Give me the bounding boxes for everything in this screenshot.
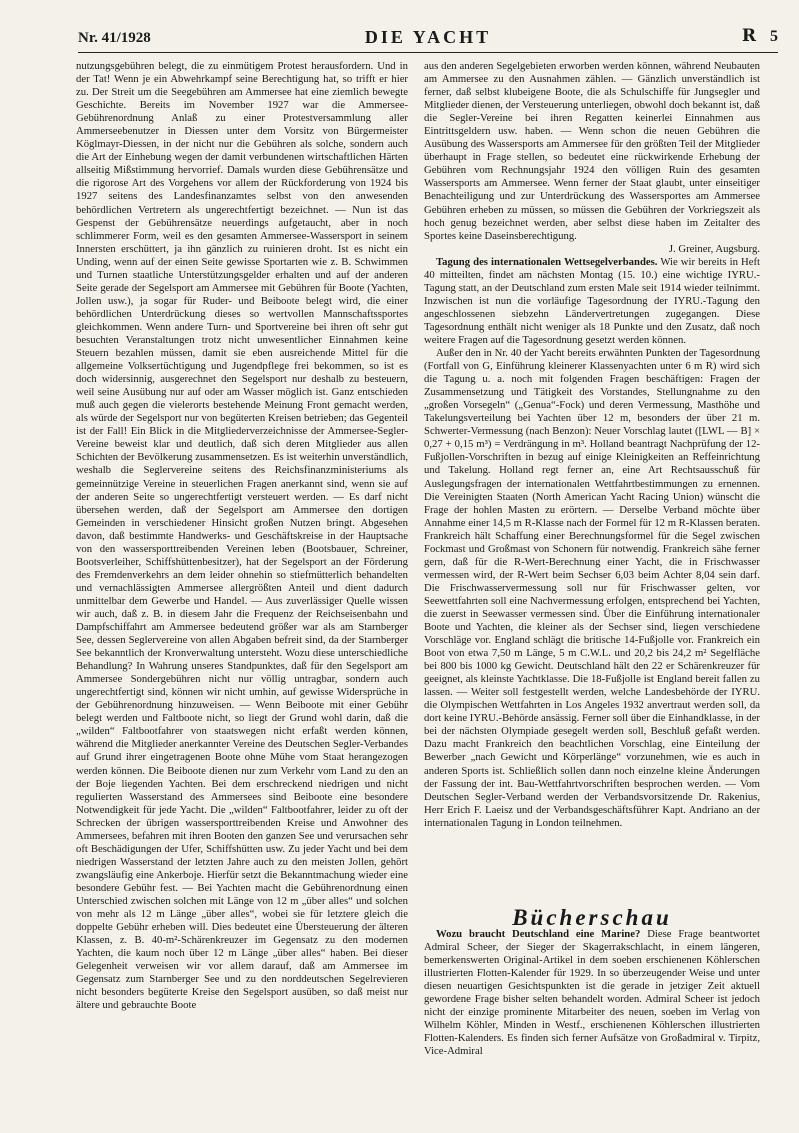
book-review-lead: Wozu braucht Deutschland eine Marine?: [436, 928, 641, 941]
right-column-articles: [424, 60, 760, 901]
agenda-paragraph: Außer den in Nr. 40 der Yacht bereits erwähnten Punkten der Tagesordnung (Fortfall von G, Einführung kleinerer Klassenyachten unter 6 m R) wird sich die Tagung u. a. noch mit folgenden Fragen beschäftigen: Fragen der Zusammensetzung und Tätigkeit des Vorstandes, Stellungnahme zu den „großen Vorsegeln“ („Genua“-Fock) und deren Vermessung, Masthöhe und Takelungsverteilung bei Yachten über 12 m, besonders der über 21 m. Schwerter-Vermessung (nach Benzon): Neuer Vorschlag lautet ([LWL — B] × 0,27 + 0,15 m³) = Verdrängung in m³. Holland beantragt Nachprüfung der 12-Fußjollen-Vorschriften in bezug auf einige Kleinigkeiten an Reffeinrichtung und Takelung. Holland regt ferner an, eine Art Rechtsausschuß für Auslegungsfragen der internationalen Wettfahrtbestimmungen zu ernennen. Die Vereinigten Staaten (North American Yacht Racing Union) wünscht die Frage der hohlen Masten zu erörtern. — Derselbe Verband möchte über Annahme einer 14,5 m R-Klasse nach der Formel für 12 m R-Klassen beraten. Frankreich hält Schaffung einer Berechnungsformel für die Segel zwischen Fockmast und Großmast von Schonern für notwendig. Frankreich sähe ferner gern, daß für die R-Wert-Berechnung einer Yacht, die in Frischwasser vermessen wird, der R-Wert beim Sechser 6,03 beim Achter 8,04 sein darf. Die Frischwasservermessung soll nur für Frischwasser gelten, vor Seewettfahrten soll eine Nachvermessung erfolgen, entsprechend bei Yachten, die zuerst in Seewasser vermessen sind. Über die Einführung internationaler Boote und Yachten, die kleiner als der Sechser sind, liegen verschiedene Vorschläge vor. England schlägt die britische 14-Fußjolle vor. Frankreich ein Boot von etwa 7,50 m Länge, 5 m C.W.L. und 20,2 bis 24,2 m² Segelfläche bei 800 bis 1000 kg Gewicht. Deutschland hält den 22 er Schärenkreuzer für geeignet, als kleinste Yachtklasse. Die 18-Fußjolle ist England bereit fallen zu lassen. — Weiter soll festgestellt werden, welche Landesbehörde der IYRU. die Olympischen Wettfahrten in Los Angeles 1932 anvertraut werden soll, da dort keine IYRU.-Behörde ansässig. Ferner soll über die Einhandklasse, in der bei der nächsten Olympiade gesegelt werden soll, Beschluß gefaßt werden. Dazu macht Frankreich den beachtlichen Vorschlag, eine Einteilung der Bewerber „nach Gewicht und Körperlänge“ vorzunehmen, wie es auch in anderen Sports ist. Schließlich sollen dann noch einzelne kleine Änderungen der Fassung der int. Bau-Wettfahrtvorschriften besprochen werden. — Vom Deutschen Segler-Verband werden der Verbandsvorsitzende Dr. Rakenius, Herr Erich F. Laeisz und der Verbandsgeschäftsführer Kapt. Andriano an der internationalen Tagung in London teilnehmen.: [424, 347, 760, 829]
publisher-mark: R: [741, 26, 756, 46]
issue-number: Nr. 41/1928: [78, 30, 151, 46]
regatta-text: Wie wir bereits in Heft 40 mitteilten, findet am nächsten Montag (15. 10.) eine wichtige IYRU.-Tagung statt, an der Deutschland zum ersten Male seit 1914 wieder teilnimmt. Inzwischen ist nun die vorläufige Tagesordnung der IYRU.-Tagung den angeschlossenen siebzehn Ländervertretungen zugegangen. Diese Tagesordnung enthält nicht weniger als 18 Punkte und den Zusatz, daß noch weitere Fragen auf die Tagesordnung gesetzt werden können.: [424, 255, 760, 346]
right-column: [424, 60, 760, 1090]
left-column: [76, 60, 408, 1090]
regatta-paragraph: [424, 256, 760, 347]
book-review-heading: Bücherschau: [512, 905, 672, 930]
article-text: nutzungsgebühren belegt, die zu einmütigem Protest herausfordern. Und in der Tat! Wenn je ein Abwehrkampf seine Berechtigung hat, so trifft er hier zu. Der Streit um die Seegebühren am Ammersee hat eine ziemlich bewegte Geschichte. Bereits im November 1927 war die Ammersee-Gebührenordnung Anlaß zu einer Protestversammlung aller Ammerseebenutzer in Diessen unter dem Vorsitz von Bürgermeister Köglmayr-Diessen, in der nicht nur die Gebühren als solche, sondern auch die Art der Einhebung wegen der damit verbundenen wirtschaftlichen Härten allseitig Mißstimmung hervorrief. Damals wurden diese Gebührensätze und die rigorose Art des Vorgehens vor allem der Rückforderung von 1924 bis 1927 seitens des Landesfinanzamtes selbst von den anwesenden behördlichen Vertretern als ungerechtfertigt bezeichnet. — Nun ist das Gespenst der Gebührensätze neuerdings aufgetaucht, aber in noch schlimmerer Form, weil es den gesamten Ammersee-Wassersport in seinem Innersten erschüttert, ja ihn gänzlich zu ruinieren droht. Ist es nicht ein Unding, wenn auf der einen Seite gewisse Sportarten wie z. B. Schwimmen und Turnen staatliche Unterstützungsgelder erhalten und auf der anderen Seite gerade der Segelsport am Ammersee mit Gebühren für Boote (Yachten, Jollen usw.), ja sogar für Ruder- und Beiboote belegt wird, die einer behördlichen Unterdrückung dieses so wertvollen Mannschaftssportes gleichkommen. Wenn andere Turn- und Sportvereine bei ihren oft sehr gut besuchten Veranstaltungen trotz nicht unwesentlicher Einnahmen keine Steuern bezahlen müssen, damit sie eben ausreichende Mittel für die allgemeine Volksertüchtigung und Jugendpflege frei bekommen, so ist es doch widersinnig, ausgerechnet den Segelsport nur deshalb zu besteuern, weil seine Ausübung nur auf oder am Wasser möglich ist. Ganz entschieden muß auch gegen die vielerorts bestehende Meinung Front gemacht werden, als würde der Segelsport nur von begüterten Kreisen betrieben; das Gegenteil ist der Fall! Ein Blick in die Mitgliederverzeichnisse der Ammersee-Segler-Vereine beweist klar und deutlich, daß sich deren Mitglieder aus allen Schichten der Bevölkerung zusammensetzen. Es ist weiterhin unverständlich, weshalb die Seglervereine seitens des Reichsfinanzministeriums als gemeinnützige Vereine in steuerlichen Fragen anerkannt sind, wenn sie auf der anderen Seite so ungerechtfertigt versteuert werden. — Es darf nicht übersehen werden, daß der Segelsport am Ammersee den dortigen Gemeinden in verschiedener Hinsicht großen Nutzen bringt. Abgesehen davon, daß bestimmte Handwerks- und Geschäftskreise in der Hauptsache von den wassersporttreibenden Vereinen leben (Bootsbauer, Schreiner, Bootsverleiher, Schiffshüttenbesitzer), hat der Segelsport an der Förderung des Fremdenverkehrs an dem leider ohnehin so stiefmütterlich behandelten und vernachlässigten Ammersee allergrößten Anteil und dient dadurch unmittelbar dem Gewerbe und Handel. — Aus zuverlässiger Quelle wissen wir auch, daß z. B. in diesem Jahr die Frequenz der Reichseisenbahn und Dampfschiffahrt am Ammersee bedeutend größer war als am Starnberger See, dessen Seglervereine von allen Abgaben befreit sind, da der Starnberger See bekanntlich der Kronverwaltung untersteht. Wozu diese unterschiedliche Behandlung? In Wahrung unseres Standpunktes, daß für den Segelsport am Ammersee Sondergebühren nicht nur völlig untragbar, sondern auch ungerechtfertigt sind, können wir nicht umhin, auf gewisse Widersprüche in der Gebührenordnung hinzuweisen. — Wenn Beiboote mit einer Gebühr belegt werden und Faltboote nicht, so liegt der Grund wohl darin, daß die „wilden“ Faltbootfahrer von staatswegen nicht erfaßt werden können, während die Mitglieder anerkannter Vereine des Deutschen Segler-Verbandes auf Grund ihrer eingetragenen Boote ohne Mühe vom Staat herangezogen werden können. Die Beiboote dienen nur zum Verkehr vom Land zu den an der Boje liegenden Yachten. Bei dem erschreckend niedrigen und nicht regulierten Wasserstand des Ammersees sind Beiboote eine besondere Notwendigkeit für jede Yacht. Die „wilden“ Faltbootfahrer, leider zu oft der Schrecken der übrigen wassersporttreibenden Kreise und Anwohner des Ammersees, befahren mit ihren Booten den ganzen See und verursachen sehr oft Beschädigungen der Ufer, Schiffshütten usw. Zu jeder Yacht und bei dem niedrigen Wasserstand der letzten Jahre auch zu den meisten Jollen, gehört zwangsläufig eine Ankerboje. Hierfür setzt die Bekanntmachung wieder eine besondere Gebühr fest. — Bei Yachten macht die Gebührenordnung einen Unterschied zwischen solchen mit Länge von 12 m „über alles“ und solchen von mehr als 12 m Länge „über alles“, wobei sie für letztere gleich die doppelte Gebühr erheben will. Dies bedeutet eine Übersteuerung der älteren Klassen, z. B. 40-m²-Schärenkreuzer im Gegensatz zu den modernen Yachten, die kaum noch über 12 m Länge „über alles“ haben. Bei dieser Gelegenheit verweisen wir vor allem darauf, daß am Ammersee im Gegensatz zum Starnberger See und zu den norddeutschen Segelrevieren nicht besonders begüterte Kreise den Segelsport ausüben, so daß meist nur ältere und gebrauchte Boote: [76, 60, 408, 1012]
book-review-paragraph: [424, 928, 760, 1058]
regatta-heading: Tagung des internationalen Wettsegelverbandes.: [436, 255, 658, 268]
book-review-section: [424, 905, 760, 1059]
article-signature: J. Greiner, Augsburg.: [668, 242, 760, 255]
page-header: [78, 26, 778, 53]
page-number: 5: [770, 28, 778, 45]
book-review-text: Diese Frage beantwortet Admiral Scheer, der Sieger der Skagerrakschlacht, in einem längeren, bemerkenswerten Original-Artikel in dem soeben erschienenen Köhlerschen illustrierten Flotten-Kalender für 1929. In so überzeugender Weise und unter diesen neuartigen Gesichtspunkten ist die gerade in jetziger Zeit aktuell gewordene Frage bisher selten behandelt worden. Admiral Scheer ist jedoch nicht der einzige prominente Mitarbeiter des neuen, soeben im Verlag von Wilhelm Köhler, Minden in Westf., erschienenen Köhlerschen illustrierten Flotten-Kalenders. Es finden sich ferner Aufsätze von Großadmiral v. Tirpitz, Vice-Admiral: [424, 928, 760, 1058]
magazine-title: DIE YACHT: [364, 27, 492, 47]
article-continuation: aus den anderen Segelgebieten erworben werden können, während Neubauten am Ammersee zu den Ausnahmen zählen. — Gänzlich unverständlich ist ferner, daß selbst klubeigene Boote, die als Schulschiffe für Jungsegler und Mitglieder dienen, der Versteuerung unterliegen, obwohl doch bekannt ist, daß die Segler-Vereine bei ihren Regatten keinerlei Einnahmen aus Eintrittsgeldern usw. haben. — Wenn schon die neuen Gebühren die Ausübung des Wassersports am Ammersee für den größten Teil der Mitglieder überhaupt in Frage stellen, so bedeutet eine rückwirkende Erhebung der Gebühren vom Rechnungsjahr 1924 den völligen Ruin des gesamten Wassersports am Ammersee. Wenn ferner der Staat glaubt, unter einseitiger Benachteiligung und zur Unterdrückung des Wassersportes am Ammersee Gebühren erheben zu müssen, so müssen die Gebühren der Vorkriegszeit als hoch genug bezeichnet werden, aber selbst diese haben im Zeitalter des Sportes keine Daseinsberechtigung.: [424, 60, 760, 242]
